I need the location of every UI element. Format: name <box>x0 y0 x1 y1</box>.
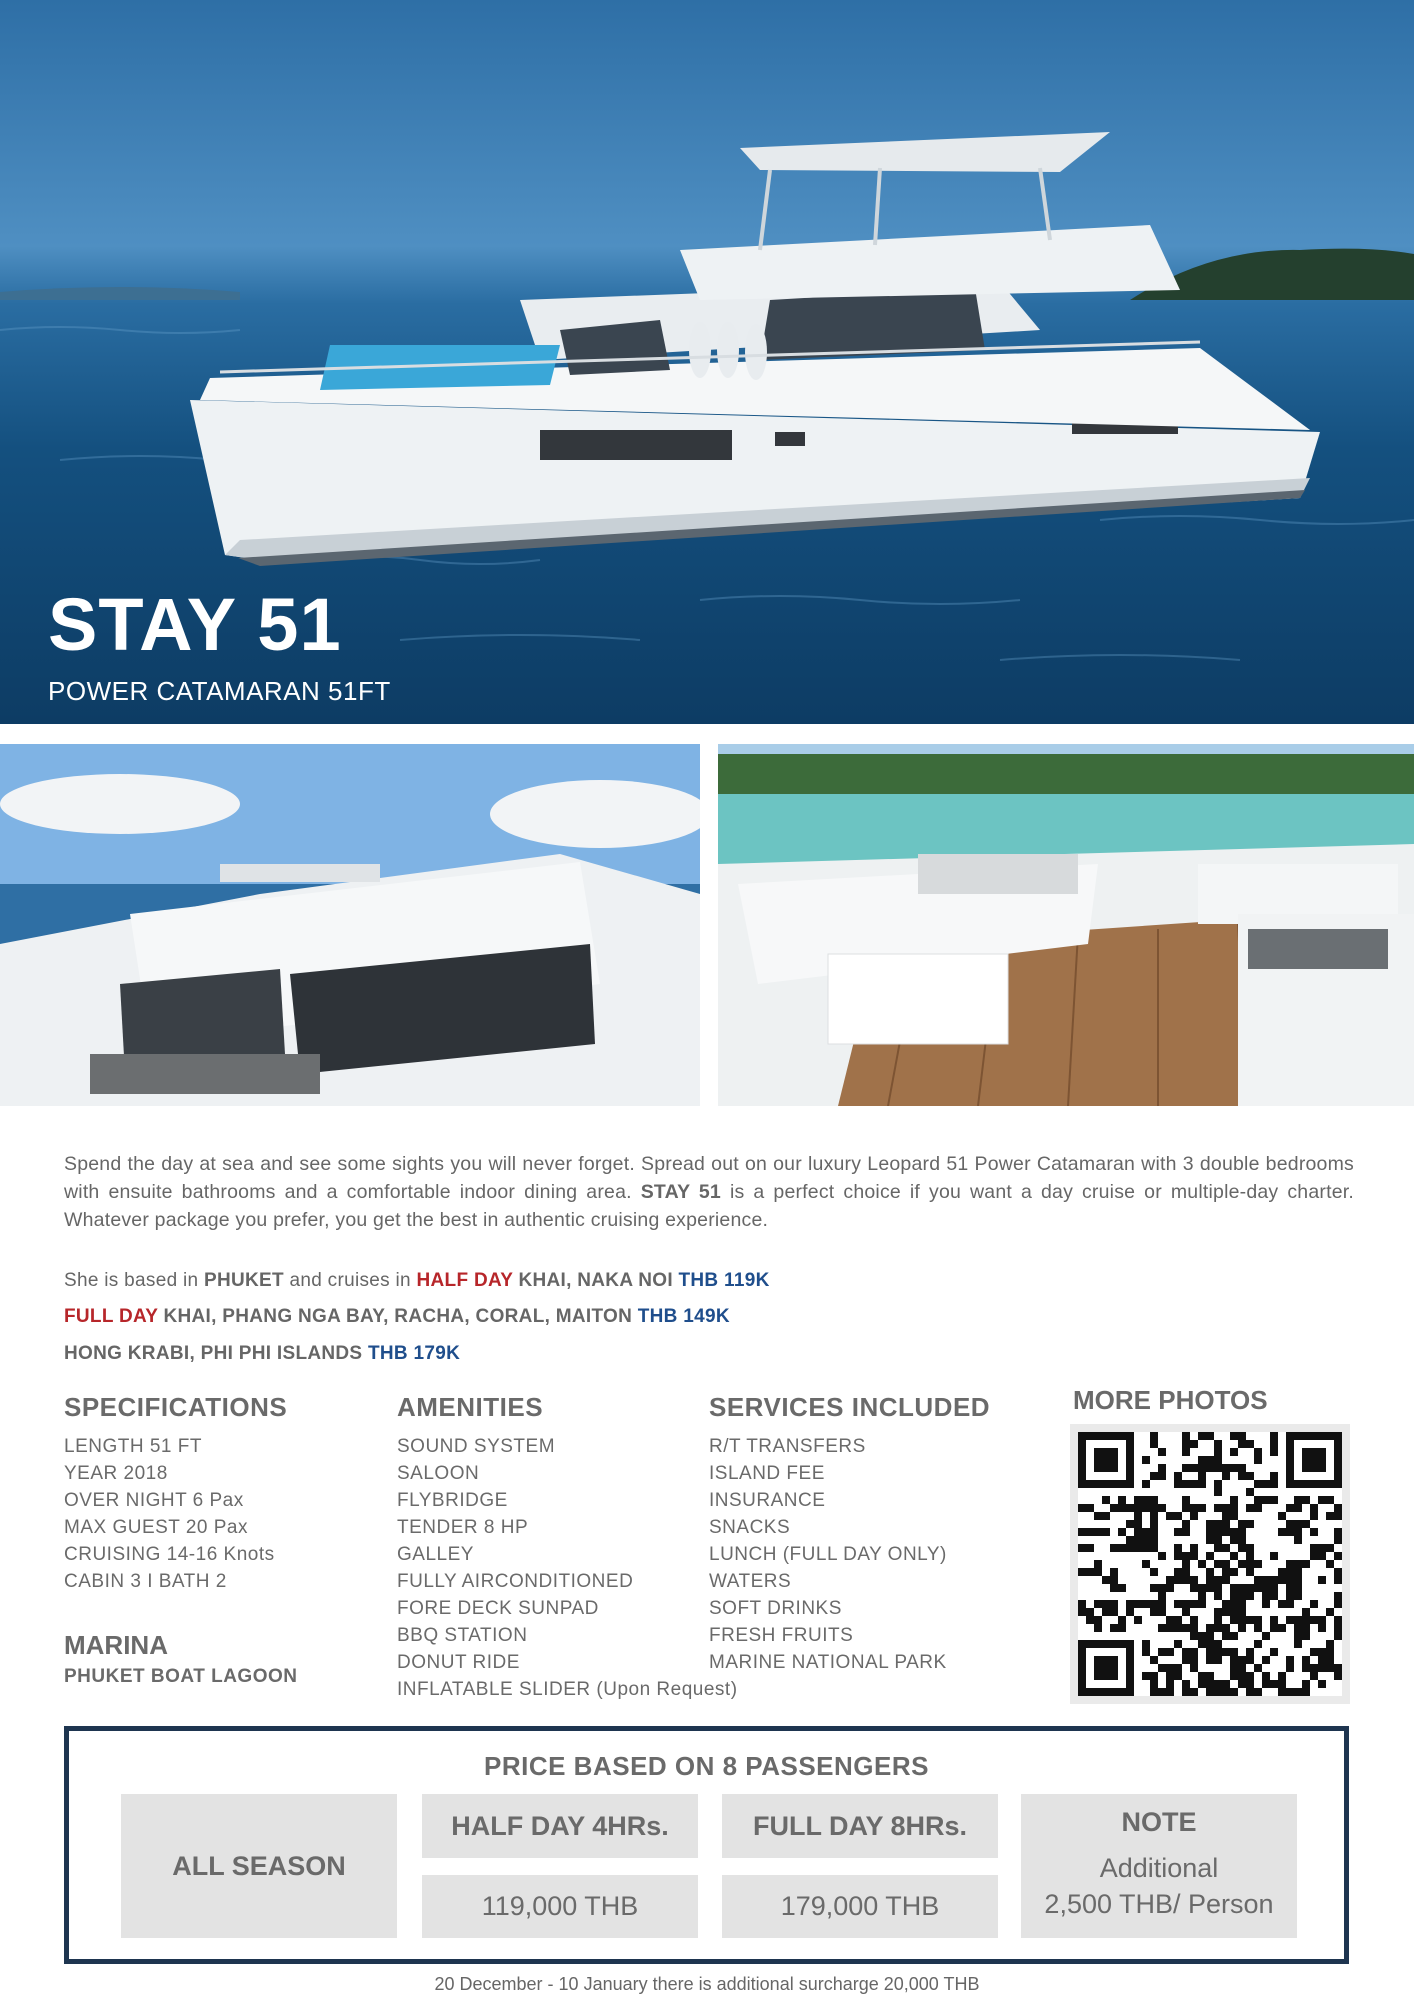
marina-heading: MARINA <box>64 1630 168 1660</box>
amenity-item: BBQ STATION <box>397 1625 528 1646</box>
note-line-1: Additional <box>1099 1853 1219 1883</box>
service-item: R/T TRANSFERS <box>709 1436 866 1457</box>
qr-code-icon[interactable] <box>1070 1424 1350 1704</box>
amenity-item: FLYBRIDGE <box>397 1490 508 1511</box>
full-day-header: FULL DAY 8HRs. <box>722 1794 998 1858</box>
amenity-item: SOUND SYSTEM <box>397 1436 556 1457</box>
spec-item: MAX GUEST 20 Pax <box>64 1517 248 1538</box>
boat-title: STAY 51 <box>48 583 342 666</box>
spec-item: YEAR 2018 <box>64 1463 168 1484</box>
more-photos-heading: MORE PHOTOS <box>1073 1385 1268 1415</box>
service-item: INSURANCE <box>709 1490 826 1511</box>
route-line-islands: HONG KRABI, PHI PHI ISLANDS THB 179K <box>64 1343 461 1364</box>
spec-item: CRUISING 14-16 Knots <box>64 1544 275 1565</box>
half-day-header: HALF DAY 4HRs. <box>422 1794 698 1858</box>
amenities-section <box>397 1392 738 1703</box>
service-item: ISLAND FEE <box>709 1463 825 1484</box>
amenity-item: INFLATABLE SLIDER (Upon Request) <box>397 1679 738 1700</box>
amenity-item: FORE DECK SUNPAD <box>397 1598 599 1619</box>
description-paragraph: Spend the day at sea and see some sights you will never forget. Spread out on our luxury Leopard 51 Power Catamaran with 3 double bedrooms with ensuite bathrooms and a comfortable indoor dining area. STAY 51 is a perfect choice if you want a day cruise or multiple-day charter. Whatever package you prefer, you get the best in authentic cruising experience. <box>64 1153 1354 1231</box>
services-section <box>709 1392 990 1676</box>
price-table <box>64 1726 1349 1964</box>
service-item: FRESH FRUITS <box>709 1625 854 1646</box>
amenity-item: GALLEY <box>397 1544 474 1565</box>
hero-photo <box>0 0 1414 724</box>
service-item: MARINE NATIONAL PARK <box>709 1652 947 1673</box>
boat-subtitle: POWER CATAMARAN 51FT <box>48 676 391 706</box>
service-item: LUNCH (FULL DAY ONLY) <box>709 1544 947 1565</box>
description <box>64 1150 1354 1234</box>
amenities-heading: AMENITIES <box>397 1392 544 1422</box>
amenity-item: SALOON <box>397 1463 480 1484</box>
service-item: SOFT DRINKS <box>709 1598 842 1619</box>
service-item: SNACKS <box>709 1517 791 1538</box>
flybridge-photo <box>718 744 1414 1106</box>
route-line-full-day: FULL DAY KHAI, PHANG NGA BAY, RACHA, CORAL, MAITON THB 149K <box>64 1306 730 1327</box>
spec-item: OVER NIGHT 6 Pax <box>64 1490 244 1511</box>
surcharge-footnote: 20 December - 10 January there is additional surcharge 20,000 THB <box>434 1974 980 1994</box>
boat-name-inline: STAY 51 <box>640 1181 721 1203</box>
amenity-item: TENDER 8 HP <box>397 1517 529 1538</box>
half-day-price: 119,000 THB <box>422 1875 698 1938</box>
specifications-section <box>64 1392 287 1595</box>
route-line-half-day: She is based in PHUKET and cruises in HALF DAY KHAI, NAKA NOI THB 119K <box>64 1270 770 1291</box>
amenity-item: FULLY AIRCONDITIONED <box>397 1571 634 1592</box>
services-heading: SERVICES INCLUDED <box>709 1392 991 1422</box>
price-title: PRICE BASED ON 8 PASSENGERS <box>483 1751 929 1781</box>
note-line-2: 2,500 THB/ Person <box>1044 1889 1274 1919</box>
spec-item: CABIN 3 I BATH 2 <box>64 1571 227 1592</box>
service-item: WATERS <box>709 1571 792 1592</box>
full-day-price: 179,000 THB <box>722 1875 998 1938</box>
exterior-photo <box>0 744 700 1106</box>
note-cell <box>1021 1794 1297 1938</box>
note-label: NOTE <box>1121 1807 1197 1837</box>
marina-value: PHUKET BOAT LAGOON <box>64 1666 298 1687</box>
amenity-item: DONUT RIDE <box>397 1652 520 1673</box>
spec-item: LENGTH 51 FT <box>64 1436 202 1457</box>
specifications-heading: SPECIFICATIONS <box>64 1392 288 1422</box>
season-cell: ALL SEASON <box>121 1794 397 1938</box>
